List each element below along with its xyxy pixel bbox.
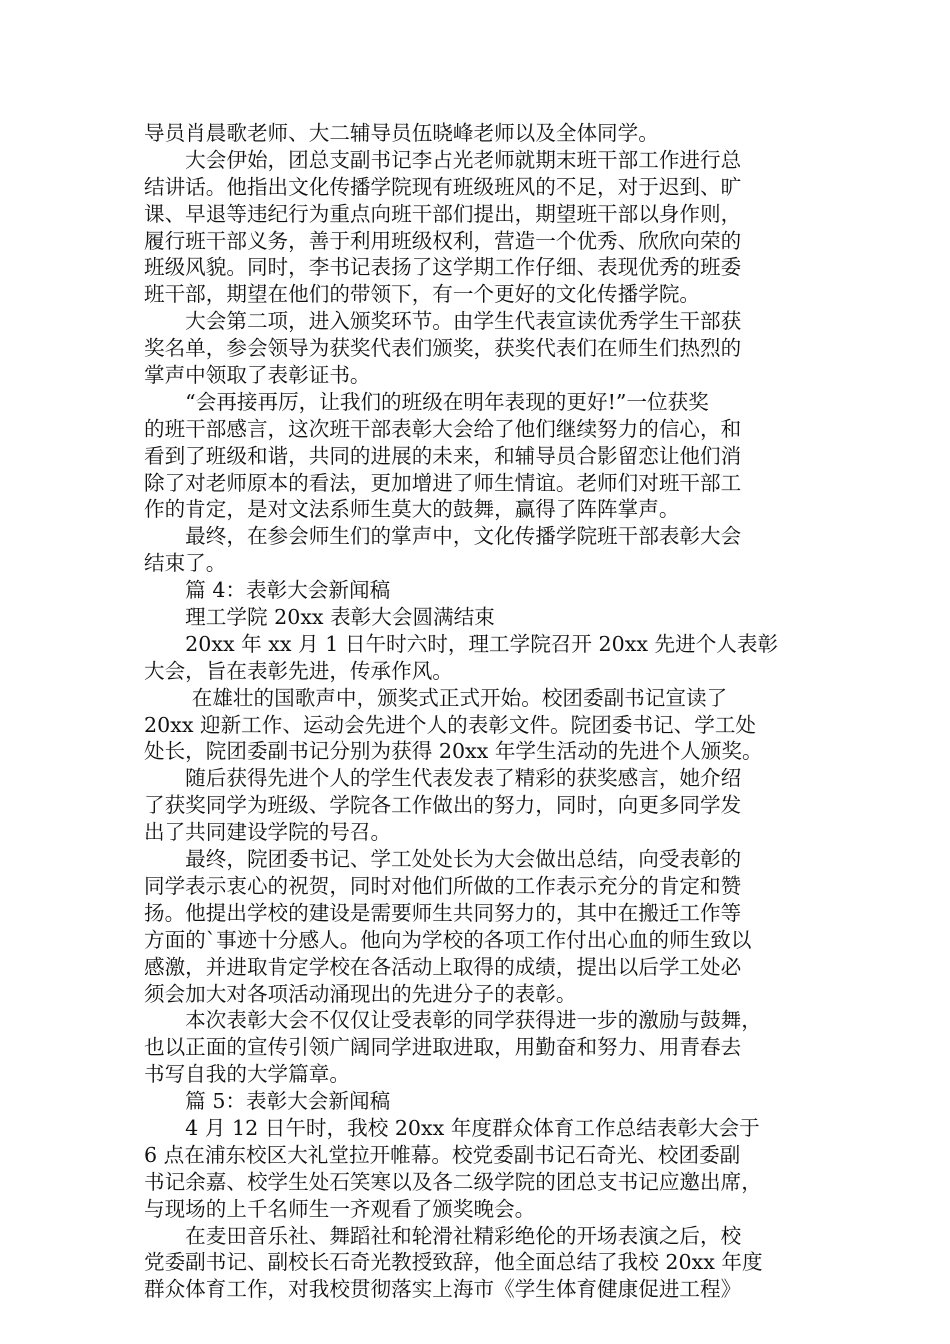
text-line: 课、早退等违纪行为重点向班干部们提出，期望班干部以身作则，: [144, 201, 742, 226]
text-line: 掌声中领取了表彰证书。: [144, 363, 371, 388]
text-line: 看到了班级和谐，共同的进展的未来，和辅导员合影留恋让他们消: [144, 443, 742, 468]
text-line: 大会伊始，团总支副书记李占光老师就期末班干部工作进行总: [144, 147, 742, 172]
text-line: 党委副书记、副校长石奇光教授致辞，他全面总结了我校 20xx 年度: [144, 1250, 763, 1275]
text-line: 除了对老师原本的看法，更加增进了师生情谊。老师们对班干部工: [144, 470, 742, 495]
text-line: 处长，院团委副书记分别为获得 20xx 年学生活动的先进个人颁奖。: [144, 739, 763, 764]
text-line: 导员肖晨歌老师、大二辅导员伍晓峰老师以及全体同学。: [144, 121, 659, 145]
text-line: 须会加大对各项活动涌现出的先进分子的表彰。: [144, 981, 577, 1006]
text-line: 结束了。: [144, 551, 227, 576]
text-line: 20xx 年 xx 月 1 日午时六时，理工学院召开 20xx 先进个人表彰: [144, 631, 779, 656]
text-line: 同学表示衷心的祝贺，同时对他们所做的工作表示充分的肯定和赞: [144, 873, 742, 898]
section-heading: 篇 5：表彰大会新闻稿: [144, 1089, 391, 1114]
text-line: “会再接再厉，让我们的班级在明年表现的更好!”一位获奖: [144, 389, 709, 414]
text-line: 书写自我的大学篇章。: [144, 1062, 350, 1087]
text-line: 了获奖同学为班级、学院各工作做出的努力，同时，向更多同学发: [144, 793, 742, 818]
text-line: 方面的`事迹十分感人。他向为学校的各项工作付出心血的师生致以: [144, 927, 752, 952]
text-line: 也以正面的宣传引领广阔同学进取进取，用勤奋和努力、用青春去: [144, 1035, 742, 1060]
text-line: 随后获得先进个人的学生代表发表了精彩的获奖感言，她介绍: [144, 766, 742, 791]
text-line: 在麦田音乐社、舞蹈社和轮滑社精彩绝伦的开场表演之后，校: [144, 1223, 742, 1248]
text-line: 4 月 12 日午时，我校 20xx 年度群众体育工作总结表彰大会于: [144, 1115, 760, 1140]
section-heading: 篇 4：表彰大会新闻稿: [144, 578, 391, 603]
text-line: 扬。他提出学校的建设是需要师生共同努力的，其中在搬迁工作等: [144, 900, 742, 925]
article-title: 理工学院 20xx 表彰大会圆满结束: [144, 605, 495, 630]
document-body: [144, 120, 814, 1303]
text-line: 奖名单，参会领导为获奖代表们颁奖，获奖代表们在师生们热烈的: [144, 336, 742, 361]
text-line: 大会，旨在表彰先进，传承作风。: [144, 658, 453, 683]
text-line: 群众体育工作，对我校贯彻落实上海市《学生体育健康促进工程》: [144, 1277, 742, 1302]
text-line: 书记余嘉、校学生处石笑寒以及各二级学院的团总支书记应邀出席，: [144, 1169, 762, 1194]
text-line: 与现场的上千名师生一齐观看了颁奖晚会。: [144, 1196, 536, 1221]
text-line: 本次表彰大会不仅仅让受表彰的同学获得进一步的激励与鼓舞，: [144, 1008, 762, 1033]
text-line: 结讲话。他指出文化传播学院现有班级班风的不足，对于迟到、旷: [144, 174, 742, 199]
text-line: 最终，院团委书记、学工处处长为大会做出总结，向受表彰的: [144, 847, 742, 872]
text-line: 在雄壮的国歌声中，颁奖式正式开始。校团委副书记宣读了: [144, 685, 728, 710]
text-line: 履行班干部义务，善于利用班级权利，营造一个优秀、欣欣向荣的: [144, 228, 742, 253]
text-line: 的班干部感言，这次班干部表彰大会给了他们继续努力的信心，和: [144, 416, 742, 441]
text-line: 出了共同建设学院的号召。: [144, 820, 392, 845]
text-line: 班干部，期望在他们的带领下，有一个更好的文化传播学院。: [144, 282, 701, 307]
text-line: 大会第二项，进入颁奖环节。由学生代表宣读优秀学生干部获: [144, 309, 742, 334]
text-line: 最终，在参会师生们的掌声中，文化传播学院班干部表彰大会: [144, 524, 742, 549]
text-line: 感激，并进取肯定学校在各活动上取得的成绩，提出以后学工处必: [144, 954, 742, 979]
text-line: 作的肯定，是对文法系师生莫大的鼓舞，赢得了阵阵掌声。: [144, 497, 680, 522]
text-line: 20xx 迎新工作、运动会先进个人的表彰文件。院团委书记、学工处: [144, 712, 757, 737]
text-line: 班级风貌。同时，李书记表扬了这学期工作仔细、表现优秀的班委: [144, 255, 742, 280]
text-line: 6 点在浦东校区大礼堂拉开帷幕。校党委副书记石奇光、校团委副: [144, 1142, 741, 1167]
